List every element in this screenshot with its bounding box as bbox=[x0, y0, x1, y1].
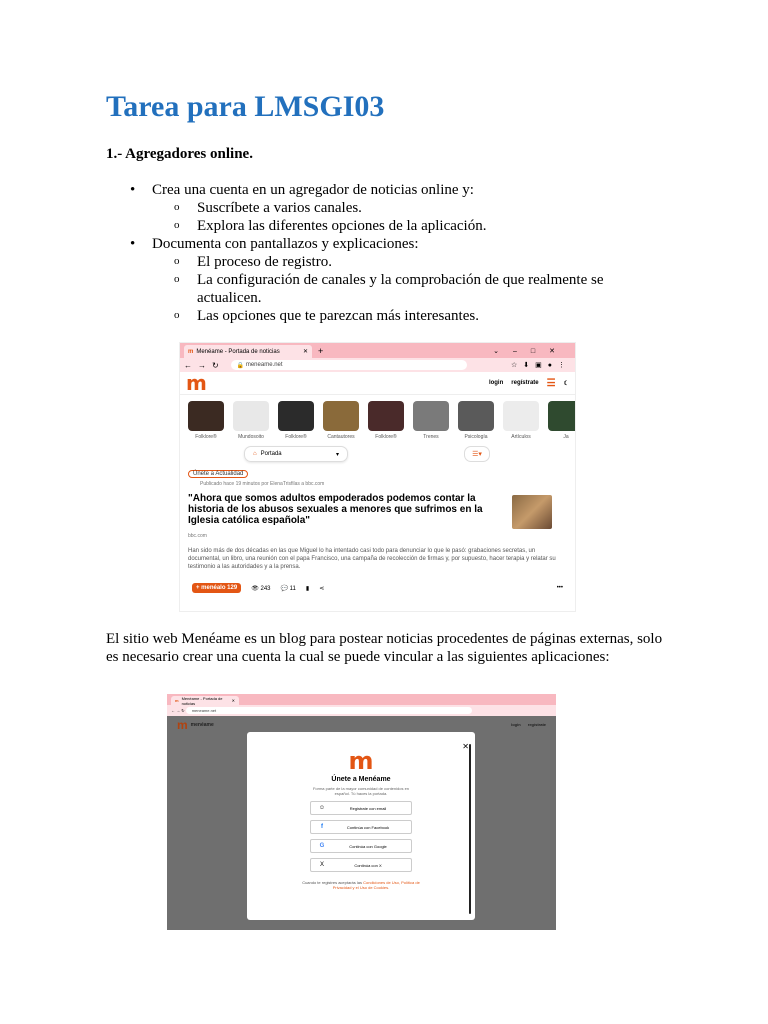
channel-item: Cantautores bbox=[323, 401, 359, 440]
sub-list-item: o El proceso de registro. bbox=[106, 253, 666, 271]
theme-toggle-icon: ☾ bbox=[563, 380, 569, 387]
meneame-logo-icon: m bbox=[186, 371, 207, 395]
signup-google-button: G Continúa con Google bbox=[310, 839, 412, 853]
channel-image bbox=[458, 401, 494, 431]
story-meta: Publicado hace 19 minutos por ElenaTrisfilas a bbc.com bbox=[200, 481, 325, 487]
channel-item: Folklore® bbox=[188, 401, 224, 440]
url-field: 🔒 meneame.net bbox=[231, 360, 467, 370]
sub-list-item: o Explora las diferentes opciones de la aplicación. bbox=[106, 217, 666, 235]
browser-tabbar bbox=[167, 694, 556, 705]
portada-label: Portada bbox=[260, 451, 282, 457]
user-icon: ☺ bbox=[318, 805, 326, 811]
new-tab-icon: + bbox=[318, 345, 324, 356]
url-field bbox=[186, 707, 472, 714]
story-actions bbox=[192, 583, 563, 593]
google-icon: G bbox=[319, 843, 325, 849]
portada-select bbox=[244, 446, 348, 462]
tab-title: Menéame - Portada de noticias bbox=[181, 695, 223, 706]
channel-image bbox=[413, 401, 449, 431]
channel-item: Psicología bbox=[458, 401, 494, 440]
legal-text: Cuando te registres aceptarás las Condiciones de Uso, Política de Privacidad y el Uso de Cookies. bbox=[302, 880, 420, 890]
story-excerpt: Han sido más de dos décadas en las que Miguel lo ha intentado casi todo para denunciar lo que le pasó: grabaciones secretas, un documental, un libro, una reunión con el papa Francisco, una campaña de recolección de firmas y, por supuesto, hacer terapia y relatar su testimonio a las autoridades y a la prensa. bbox=[188, 548, 556, 570]
channel-item: Folklore® bbox=[368, 401, 404, 440]
header-links: login regístrate bbox=[511, 722, 546, 727]
legal-link: Condiciones de Uso, Política de Privacidad y el Uso de Cookies. bbox=[332, 880, 420, 890]
channel-image bbox=[233, 401, 269, 431]
sub-badge: Únete a Actualidad bbox=[188, 470, 248, 478]
facebook-icon: f bbox=[321, 824, 323, 830]
close-icon: ✕ bbox=[231, 698, 235, 703]
home-icon: ⌂ bbox=[253, 451, 257, 457]
chevron-down-icon: ▾ bbox=[335, 451, 339, 458]
sub-list-item: o Suscríbete a varios canales. bbox=[106, 199, 666, 217]
comments-count: 💬 11 bbox=[280, 585, 296, 592]
signup-modal bbox=[247, 732, 475, 920]
channel-item: Artículos bbox=[503, 401, 539, 440]
signup-x-button: X Continúa con X bbox=[310, 858, 412, 872]
news-story bbox=[188, 470, 567, 593]
modal-title: Únete a Menéame bbox=[331, 776, 391, 783]
screenshot-meneame-signup bbox=[167, 694, 556, 930]
views-count: 👁 243 bbox=[251, 585, 271, 592]
channel-item: Mundosoito bbox=[233, 401, 269, 440]
browser-address-bar bbox=[180, 358, 575, 372]
window-controls-icon: ⌄–□✕ bbox=[493, 347, 569, 355]
url-text: meneame.net bbox=[245, 362, 283, 368]
browser-address-bar bbox=[167, 705, 556, 716]
x-icon: X bbox=[319, 862, 324, 868]
url-text: meneame.net bbox=[191, 708, 217, 713]
signup-email-button: ☺ Registrate con email bbox=[310, 801, 412, 815]
story-headline: "Ahora que somos adultos empoderados podemos contar la historia de los abusos sexuales a menores que sufrimos en la Iglesia católica española" bbox=[188, 493, 483, 526]
browser-tab bbox=[184, 345, 312, 358]
page-title: Tarea para LMSGI03 bbox=[106, 90, 385, 123]
channel-image bbox=[368, 401, 404, 431]
meneame-logo-icon: m bbox=[348, 747, 374, 775]
list-item: • Crea una cuenta en un agregador de noticias online y: bbox=[106, 181, 666, 199]
tab-title: Menéame - Portada de noticias bbox=[196, 348, 280, 355]
story-thumbnail bbox=[512, 495, 552, 529]
section-heading: 1.- Agregadores online. bbox=[106, 146, 253, 162]
channel-image bbox=[548, 401, 576, 431]
list-item: • Documenta con pantallazos y explicaciones: bbox=[106, 235, 666, 253]
signup-facebook-button: f Continúa con Facebook bbox=[310, 820, 412, 834]
body-paragraph: El sitio web Menéame es un blog para postear noticias procedentes de páginas externas, solo es necesario crear una cuenta la cual se puede vincular a las siguientes aplicaciones: bbox=[106, 631, 663, 665]
channel-item: Folklore® bbox=[278, 401, 314, 440]
channel-image bbox=[323, 401, 359, 431]
menu-icon: ☰ bbox=[546, 377, 556, 389]
modal-subtitle: Forma parte de la mayor comunidad de contenidos en español. Tú haces la portada. bbox=[312, 786, 410, 796]
screenshot-meneame-home bbox=[179, 342, 576, 612]
channel-image bbox=[278, 401, 314, 431]
task-list bbox=[106, 181, 666, 325]
close-icon: ✕ bbox=[302, 349, 308, 355]
channel-item: Trenes bbox=[413, 401, 449, 440]
register-link: regístrate bbox=[511, 380, 539, 386]
channel-item: Ja bbox=[548, 401, 576, 440]
meneo-button: + menéalo 129 bbox=[192, 583, 241, 593]
browser-tab bbox=[171, 696, 239, 705]
channel-image bbox=[503, 401, 539, 431]
site-header: m menéame login regístrate bbox=[177, 717, 546, 732]
close-icon: ✕ bbox=[462, 742, 469, 751]
brand-label: menéame bbox=[190, 721, 214, 728]
channel-strip bbox=[180, 395, 575, 440]
site-header bbox=[180, 372, 575, 395]
browser-tabbar bbox=[180, 343, 575, 358]
story-source: bbc.com bbox=[188, 533, 207, 539]
view-options-icon: ☰▾ bbox=[464, 446, 490, 462]
meneame-favicon-icon: m bbox=[188, 348, 194, 355]
login-link: login bbox=[488, 380, 504, 386]
more-icon: ••• bbox=[556, 585, 563, 591]
modal-scrollbar bbox=[469, 744, 471, 914]
channel-image bbox=[188, 401, 224, 431]
nav-arrows-icon: ← → ↻ bbox=[171, 708, 186, 713]
sub-list-item: o Las opciones que te parezcan más interesantes. bbox=[106, 307, 666, 325]
bookmark-icon: ▮ bbox=[305, 585, 310, 592]
browser-tools-icon: ☆⬇▣●⋮ bbox=[511, 362, 571, 369]
meneame-favicon-icon: m bbox=[175, 698, 179, 703]
nav-arrows-icon: ←→↻ bbox=[184, 360, 225, 370]
share-icon: ⋖ bbox=[319, 585, 325, 592]
sub-list-item: o La configuración de canales y la comprobación de que realmente se actualicen. bbox=[106, 271, 666, 307]
